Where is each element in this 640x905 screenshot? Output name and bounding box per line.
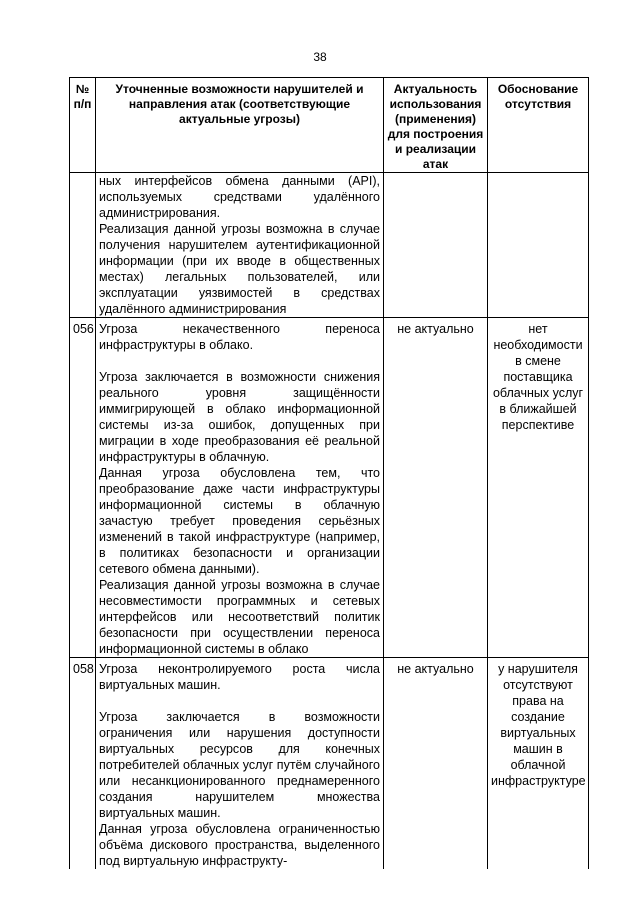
row-paragraph: Реализация данной угрозы возможна в случае несовместимости программных и сетевых интерфейсов или несоответствий политик безопасности при осуществлении переноса информационной системы в облако xyxy=(99,578,380,656)
row-justification: у нарушителя отсутствуют права на создание виртуальных машин в облачной инфраструктуре xyxy=(488,658,589,870)
row-description xyxy=(96,658,384,870)
row-num: 058 xyxy=(70,658,96,870)
header-num: № п/п xyxy=(70,78,96,173)
row-paragraph: Реализация данной угрозы возможна в случае получения нарушителем аутентификационной информации (при их вводе в общественных местах) легальных пользователей, или эксплуатации уязвимостей в средствах удалённого администрирования xyxy=(99,222,380,316)
row-justification: нет необходимости в смене поставщика облачных услуг в ближайшей перспективе xyxy=(488,318,589,658)
row-num: 056 xyxy=(70,318,96,658)
row-paragraph: Угроза заключается в возможности ограничения или нарушения доступности виртуальных ресурсов для конечных потребителей облачных услуг путём случайного или несанкционированного преднамеренного создания нарушителем множества виртуальных машин. xyxy=(99,710,380,820)
row-description xyxy=(96,173,384,318)
row-title: Угроза некачественного переноса инфраструктуры в облако. xyxy=(99,322,380,352)
row-paragraph: Данная угроза обусловлена тем, что преобразование даже части инфраструктуры информационной системы в облачную зачастую требует проведения серьёзных изменений в такой инфраструктуре (например, в политиках безопасности и организации сетевого обмена данными). xyxy=(99,466,380,576)
row-relevance xyxy=(384,173,488,318)
row-num xyxy=(70,173,96,318)
table-row-056 xyxy=(70,318,589,658)
table-header-row xyxy=(70,78,589,173)
header-description: Уточненные возможности нарушителей и направления атак (соответствующие актуальные угрозы) xyxy=(96,78,384,173)
row-paragraph: ных интерфейсов обмена данными (API), используемых средствами удалённого администрирования. xyxy=(99,174,380,220)
header-justification: Обоснование отсутствия xyxy=(488,78,589,173)
row-relevance: не актуально xyxy=(384,318,488,658)
row-justification xyxy=(488,173,589,318)
header-relevance: Актуальность использования (применения) для построения и реализации атак xyxy=(384,78,488,173)
row-relevance: не актуально xyxy=(384,658,488,870)
row-paragraph: Угроза заключается в возможности снижения реального уровня защищённости иммигрирующей в облако информационной системы из-за ошибок, допущенных при миграции в ходе преобразования её реальной инфраструктуры в облачную. xyxy=(99,370,380,464)
row-title: Угроза неконтролируемого роста числа виртуальных машин. xyxy=(99,662,380,692)
threats-table xyxy=(69,77,589,869)
page-number: 38 xyxy=(313,50,327,64)
table-row-continuation xyxy=(70,173,589,318)
row-description xyxy=(96,318,384,658)
row-paragraph: Данная угроза обусловлена ограниченностью объёма дискового пространства, выделенного под виртуальную инфраструкту- xyxy=(99,822,380,868)
table-row-058 xyxy=(70,658,589,870)
